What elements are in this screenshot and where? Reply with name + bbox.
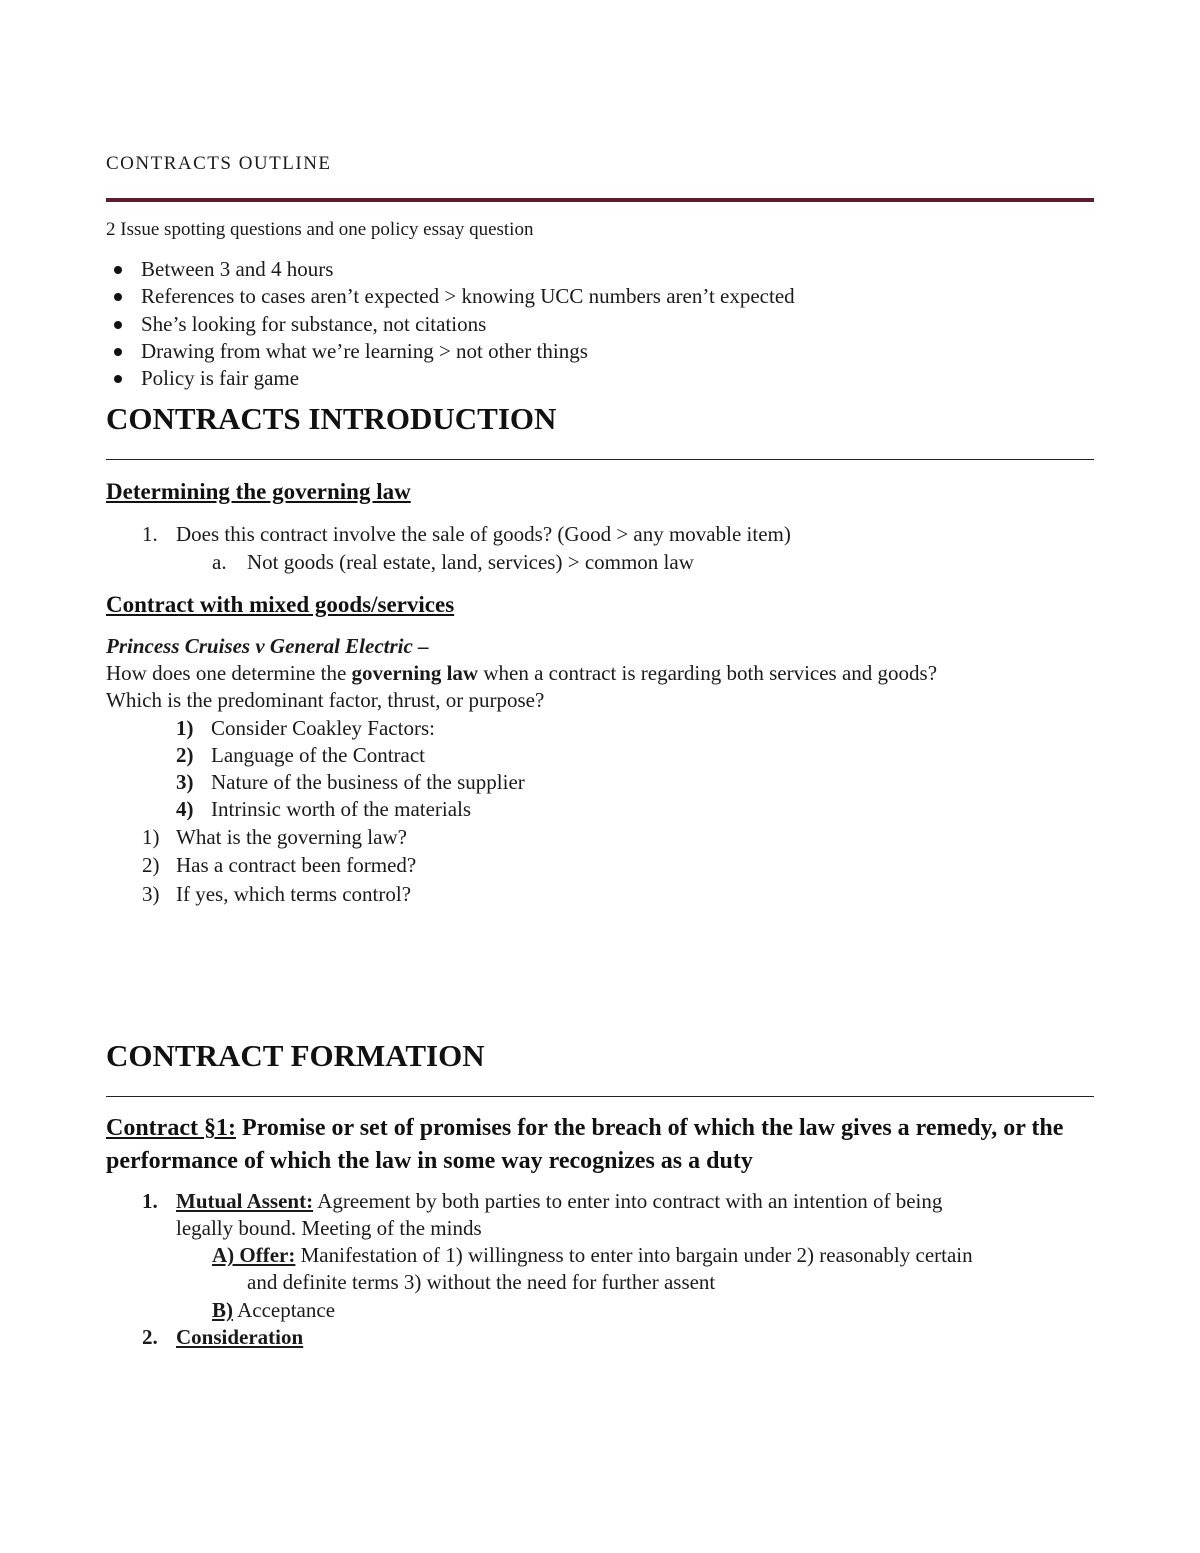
analysis-question: What is the governing law? [176, 825, 407, 849]
exam-format-note: 2 Issue spotting questions and one policy essay question [106, 219, 534, 240]
introduction-heading: CONTRACTS INTRODUCTION [106, 401, 557, 436]
predominant-factor-question: Which is the predominant factor, thrust, or purpose? [106, 688, 545, 712]
consideration-item: Consideration [176, 1325, 304, 1349]
analysis-question: Has a contract been formed? [176, 853, 417, 877]
offer-item: A) Offer: Manifestation of 1) willingness to enter into bargain under 2) reasonably certain [212, 1243, 973, 1267]
formation-rule [106, 1096, 1094, 1097]
introduction-rule [106, 459, 1094, 460]
list-item: Policy is fair game [106, 365, 795, 392]
list-marker: 1) [176, 716, 194, 740]
governing-law-heading: Determining the governing law [106, 479, 411, 504]
list-item: References to cases aren’t expected > knowing UCC numbers aren’t expected [106, 283, 795, 310]
mutual-assent-item: Mutual Assent: Agreement by both parties to enter into contract with an intention of being [176, 1189, 943, 1213]
list-marker: 1) [142, 825, 160, 849]
list-marker: 1. [142, 1189, 158, 1213]
list-marker: 3) [176, 770, 194, 794]
governing-law-question: How does one determine the governing law when a contract is regarding both services and goods? [106, 661, 938, 685]
mixed-contract-heading: Contract with mixed goods/services [106, 592, 455, 617]
analysis-question: If yes, which terms control? [176, 882, 412, 906]
list-item: Drawing from what we’re learning > not other things [106, 338, 795, 365]
sale-of-goods-question: Does this contract involve the sale of goods? (Good > any movable item) [176, 522, 791, 546]
list-marker: a. [212, 550, 227, 574]
title-rule [106, 198, 1094, 202]
mutual-assent-continued: legally bound. Meeting of the minds [176, 1216, 482, 1240]
list-item: She’s looking for substance, not citations [106, 311, 795, 338]
list-marker: 2. [142, 1325, 158, 1349]
bullet-icon [114, 266, 122, 274]
not-goods-rule: Not goods (real estate, land, services) > common law [247, 550, 694, 574]
list-marker: 4) [176, 797, 194, 821]
list-marker: 2) [176, 743, 194, 767]
factor-item: Consider Coakley Factors: [211, 716, 435, 740]
offer-continued: and definite terms 3) without the need for further assent [247, 1270, 716, 1294]
bullet-icon [114, 293, 122, 301]
factor-item: Language of the Contract [211, 743, 425, 767]
contract-definition: Contract §1: Promise or set of promises for the breach of which the law gives a remedy, or the performance of which the law in some way recognizes as a duty [106, 1115, 1064, 1174]
acceptance-item: B) Acceptance [212, 1298, 336, 1322]
list-marker: 2) [142, 853, 160, 877]
bullet-icon [114, 375, 122, 383]
list-marker: 1. [142, 522, 158, 546]
bullet-icon [114, 348, 122, 356]
case-name: Princess Cruises v General Electric – [106, 634, 429, 658]
factor-item: Intrinsic worth of the materials [211, 797, 472, 821]
bullet-icon [114, 321, 122, 329]
list-marker: 3) [142, 882, 160, 906]
document-title: CONTRACTS OUTLINE [106, 153, 332, 174]
factor-item: Nature of the business of the supplier [211, 770, 525, 794]
exam-notes-list [106, 256, 795, 392]
formation-heading: CONTRACT FORMATION [106, 1038, 485, 1073]
list-item: Between 3 and 4 hours [106, 256, 795, 283]
